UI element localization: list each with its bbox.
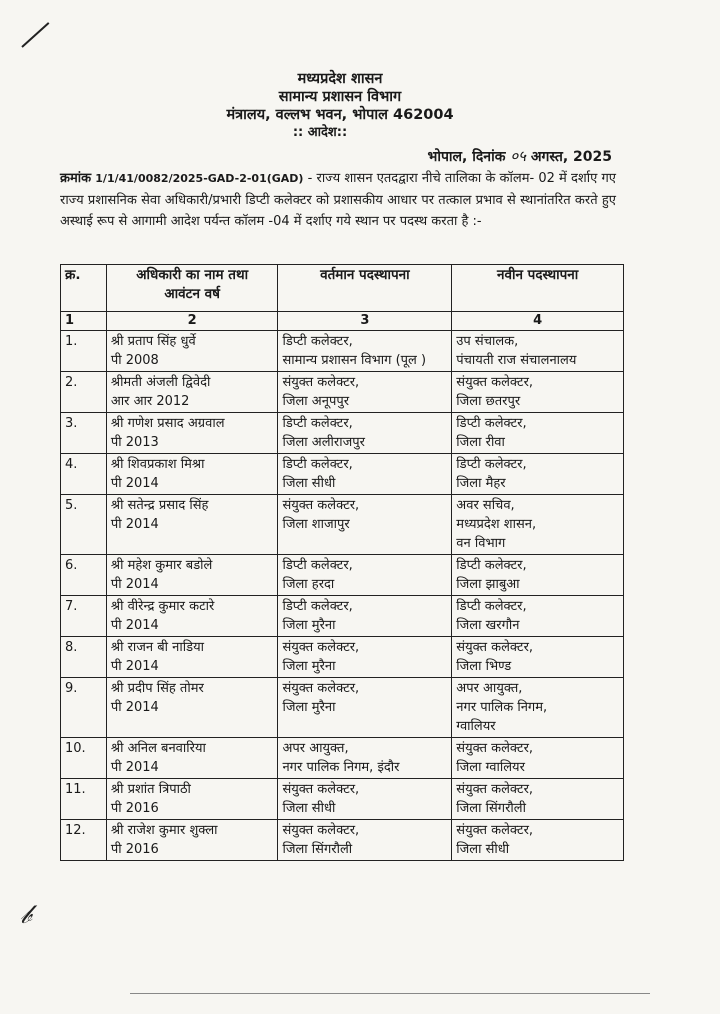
cell-line: श्री राजन बी नाडिया	[110, 640, 204, 655]
cell-line: संयुक्त कलेक्टर,	[282, 498, 360, 513]
cell-line: संयुक्त कलेक्टर,	[456, 782, 534, 797]
table-body	[61, 331, 624, 861]
header-text: अधिकारी का नाम तथा	[136, 267, 249, 283]
current-posting-cell	[278, 331, 452, 372]
header-officer	[106, 265, 278, 312]
cell-line: श्री वीरेन्द्र कुमार कटारे	[110, 599, 215, 614]
cell-line: पी 2014	[110, 760, 159, 775]
header-sr	[61, 265, 107, 312]
officer-cell	[106, 454, 278, 495]
cell-line: पंचायती राज संचालनालय	[456, 353, 577, 368]
serial-cell: 3.	[61, 413, 107, 454]
department-name: सामान्य प्रशासन विभाग	[278, 89, 402, 105]
cell-line: श्री सतेन्द्र प्रसाद सिंह	[110, 498, 209, 513]
new-posting-cell	[452, 678, 624, 738]
cell-line: जिला ग्वालियर	[456, 760, 525, 775]
header-text: वर्तमान पदस्थापना	[320, 267, 410, 283]
cell-line: जिला मुरैना	[282, 700, 336, 715]
cell-line: डिप्टी कलेक्टर,	[456, 558, 527, 573]
cell-line: डिप्टी कलेक्टर,	[282, 416, 353, 431]
cell-line: डिप्टी कलेक्टर,	[282, 558, 353, 573]
cell-line: डिप्टी कलेक्टर,	[456, 416, 527, 431]
current-posting-cell	[278, 372, 452, 413]
cell-line: श्री अनिल बनवारिया	[110, 741, 206, 756]
table-row	[61, 555, 624, 596]
initials-mark: 𝒷	[20, 900, 32, 930]
table-row	[61, 495, 624, 555]
cell-line: डिप्टी कलेक्टर,	[282, 457, 353, 472]
cell-line: श्री प्रदीप सिंह तोमर	[110, 681, 204, 696]
new-posting-cell	[452, 454, 624, 495]
date-day-handwritten: ०५	[510, 147, 526, 165]
cell-line: संयुक्त कलेक्टर,	[282, 782, 360, 797]
officer-cell	[106, 678, 278, 738]
cell-line: संयुक्त कलेक्टर,	[282, 375, 360, 390]
serial-cell: 6.	[61, 555, 107, 596]
cell-line: जिला सिंगरौली	[282, 842, 353, 857]
cell-line: पी 2014	[110, 659, 159, 674]
cell-line: जिला अलीराजपुर	[282, 435, 365, 450]
cell-line: जिला भिण्ड	[456, 659, 512, 674]
column-number: 3	[278, 312, 452, 331]
ref-number: 1/1/41/0082/2025-GAD-2-01(GAD)	[95, 172, 304, 185]
order-body: - राज्य शासन एतदद्वारा नीचे तालिका के कॉलम- 02 में दर्शाए गए राज्य प्रशासनिक सेवा अधिकारी/प्रभारी डिप्टी कलेक्टर को प्रशासकीय आधार पर तत्काल प्रभाव से स्थानांतरित करते हुए अस्थाई रूप से आगामी आदेश पर्यन्त कॉलम -04 में दर्शाए गये स्थान पर पदस्थ करता है :-	[60, 171, 616, 229]
officer-cell	[106, 413, 278, 454]
cell-line: ग्वालियर	[456, 719, 496, 734]
page-edge-line	[130, 993, 650, 994]
officer-cell	[106, 637, 278, 678]
cell-line: जिला रीवा	[456, 435, 505, 450]
cell-line: नगर पालिक निगम,	[456, 700, 548, 715]
table-row	[61, 779, 624, 820]
cell-line: डिप्टी कलेक्टर,	[456, 599, 527, 614]
cell-line: डिप्टी कलेक्टर,	[456, 457, 527, 472]
officer-cell	[106, 738, 278, 779]
header-new-posting	[452, 265, 624, 312]
cell-line: जिला खरगौन	[456, 618, 520, 633]
current-posting-cell	[278, 413, 452, 454]
cell-line: पी 2008	[110, 353, 159, 368]
current-posting-cell	[278, 779, 452, 820]
new-posting-cell	[452, 555, 624, 596]
cell-line: पी 2016	[110, 842, 159, 857]
header-text: क्र.	[65, 267, 81, 283]
order-title: :: आदेश::	[292, 125, 348, 140]
cell-line: संयुक्त कलेक्टर,	[282, 681, 360, 696]
column-number-row	[61, 312, 624, 331]
cell-line: पी 2014	[110, 517, 159, 532]
table-row	[61, 372, 624, 413]
letterhead	[0, 70, 720, 142]
cell-line: श्री राजेश कुमार शुक्ला	[110, 823, 218, 838]
cell-line: पी 2014	[110, 476, 159, 491]
current-posting-cell	[278, 637, 452, 678]
cell-line: श्री महेश कुमार बडोले	[110, 558, 213, 573]
cell-line: अपर आयुक्त,	[456, 681, 523, 696]
cell-line: जिला शाजापुर	[282, 517, 350, 532]
cell-line: मध्यप्रदेश शासन,	[456, 517, 537, 532]
current-posting-cell	[278, 738, 452, 779]
cell-line: जिला सिंगरौली	[456, 801, 526, 816]
serial-cell: 2.	[61, 372, 107, 413]
cell-line: पी 2014	[110, 577, 159, 592]
current-posting-cell	[278, 678, 452, 738]
cell-line: पी 2016	[110, 801, 159, 816]
serial-cell: 5.	[61, 495, 107, 555]
column-number: 4	[452, 312, 624, 331]
serial-cell: 7.	[61, 596, 107, 637]
officer-cell	[106, 555, 278, 596]
current-posting-cell	[278, 596, 452, 637]
cell-line: जिला मैहर	[456, 476, 506, 491]
current-posting-cell	[278, 495, 452, 555]
cell-line: संयुक्त कलेक्टर,	[456, 741, 534, 756]
cell-line: श्रीमती अंजली द्विवेदी	[110, 375, 211, 390]
table-row	[61, 331, 624, 372]
column-number: 1	[61, 312, 107, 331]
cell-line: उप संचालक,	[456, 334, 519, 349]
ref-label: क्रमांक	[60, 171, 92, 186]
dateline	[428, 146, 612, 166]
new-posting-cell	[452, 331, 624, 372]
current-posting-cell	[278, 820, 452, 861]
cell-line: श्री गणेश प्रसाद अग्रवाल	[110, 416, 225, 431]
new-posting-cell	[452, 372, 624, 413]
cell-line: नगर पालिक निगम, इंदौर	[282, 760, 400, 775]
address: मंत्रालय, वल्लभ भवन, भोपाल 462004	[226, 107, 454, 123]
cell-line: संयुक्त कलेक्टर,	[456, 375, 534, 390]
date-suffix: अगस्त, 2025	[530, 149, 612, 165]
serial-cell: 8.	[61, 637, 107, 678]
column-number: 2	[106, 312, 278, 331]
cell-line: जिला सीधी	[456, 842, 510, 857]
cell-line: जिला झाबुआ	[456, 577, 520, 592]
table-row	[61, 678, 624, 738]
order-paragraph	[60, 168, 616, 233]
serial-cell: 4.	[61, 454, 107, 495]
serial-cell: 9.	[61, 678, 107, 738]
new-posting-cell	[452, 820, 624, 861]
officer-cell	[106, 331, 278, 372]
table-row	[61, 820, 624, 861]
cell-line: श्री प्रशांत त्रिपाठी	[110, 782, 191, 797]
cell-line: संयुक्त कलेक्टर,	[456, 823, 534, 838]
cell-line: संयुक्त कलेक्टर,	[282, 823, 360, 838]
pen-stroke-mark	[21, 22, 49, 48]
cell-line: पी 2014	[110, 618, 159, 633]
new-posting-cell	[452, 637, 624, 678]
serial-cell: 11.	[61, 779, 107, 820]
new-posting-cell	[452, 779, 624, 820]
new-posting-cell	[452, 495, 624, 555]
date-prefix: भोपाल, दिनांक	[427, 149, 506, 165]
govt-name: मध्यप्रदेश शासन	[297, 71, 383, 87]
cell-line: जिला सीधी	[282, 476, 336, 491]
cell-line: जिला छतरपुर	[456, 394, 521, 409]
cell-line: जिला अनूपपुर	[282, 394, 350, 409]
transfer-table	[60, 264, 624, 861]
cell-line: अवर सचिव,	[456, 498, 515, 513]
serial-cell: 1.	[61, 331, 107, 372]
new-posting-cell	[452, 738, 624, 779]
cell-line: वन विभाग	[456, 536, 506, 551]
current-posting-cell	[278, 555, 452, 596]
cell-line: संयुक्त कलेक्टर,	[282, 640, 360, 655]
cell-line: जिला मुरैना	[282, 659, 336, 674]
cell-line: डिप्टी कलेक्टर,	[282, 334, 353, 349]
cell-line: संयुक्त कलेक्टर,	[456, 640, 534, 655]
cell-line: जिला हरदा	[282, 577, 335, 592]
cell-line: जिला मुरैना	[282, 618, 336, 633]
cell-line: आर आर 2012	[110, 394, 190, 409]
serial-cell: 10.	[61, 738, 107, 779]
header-current-posting	[278, 265, 452, 312]
header-text: नवीन पदस्थापना	[497, 267, 579, 283]
officer-cell	[106, 372, 278, 413]
table-row	[61, 596, 624, 637]
cell-line: अपर आयुक्त,	[282, 741, 349, 756]
cell-line: जिला सीधी	[282, 801, 336, 816]
table-header-row	[61, 265, 624, 312]
current-posting-cell	[278, 454, 452, 495]
cell-line: पी 2014	[110, 700, 159, 715]
table-row	[61, 454, 624, 495]
cell-line: पी 2013	[110, 435, 159, 450]
header-text: आवंटन वर्ष	[164, 286, 220, 302]
officer-cell	[106, 820, 278, 861]
officer-cell	[106, 596, 278, 637]
new-posting-cell	[452, 413, 624, 454]
officer-cell	[106, 495, 278, 555]
table-row	[61, 637, 624, 678]
table-row	[61, 413, 624, 454]
officer-cell	[106, 779, 278, 820]
cell-line: श्री प्रताप सिंह धुर्वे	[110, 334, 196, 349]
cell-line: सामान्य प्रशासन विभाग (पूल )	[282, 353, 427, 368]
cell-line: श्री शिवप्रकाश मिश्रा	[110, 457, 205, 472]
table-row	[61, 738, 624, 779]
serial-cell: 12.	[61, 820, 107, 861]
cell-line: डिप्टी कलेक्टर,	[282, 599, 353, 614]
new-posting-cell	[452, 596, 624, 637]
